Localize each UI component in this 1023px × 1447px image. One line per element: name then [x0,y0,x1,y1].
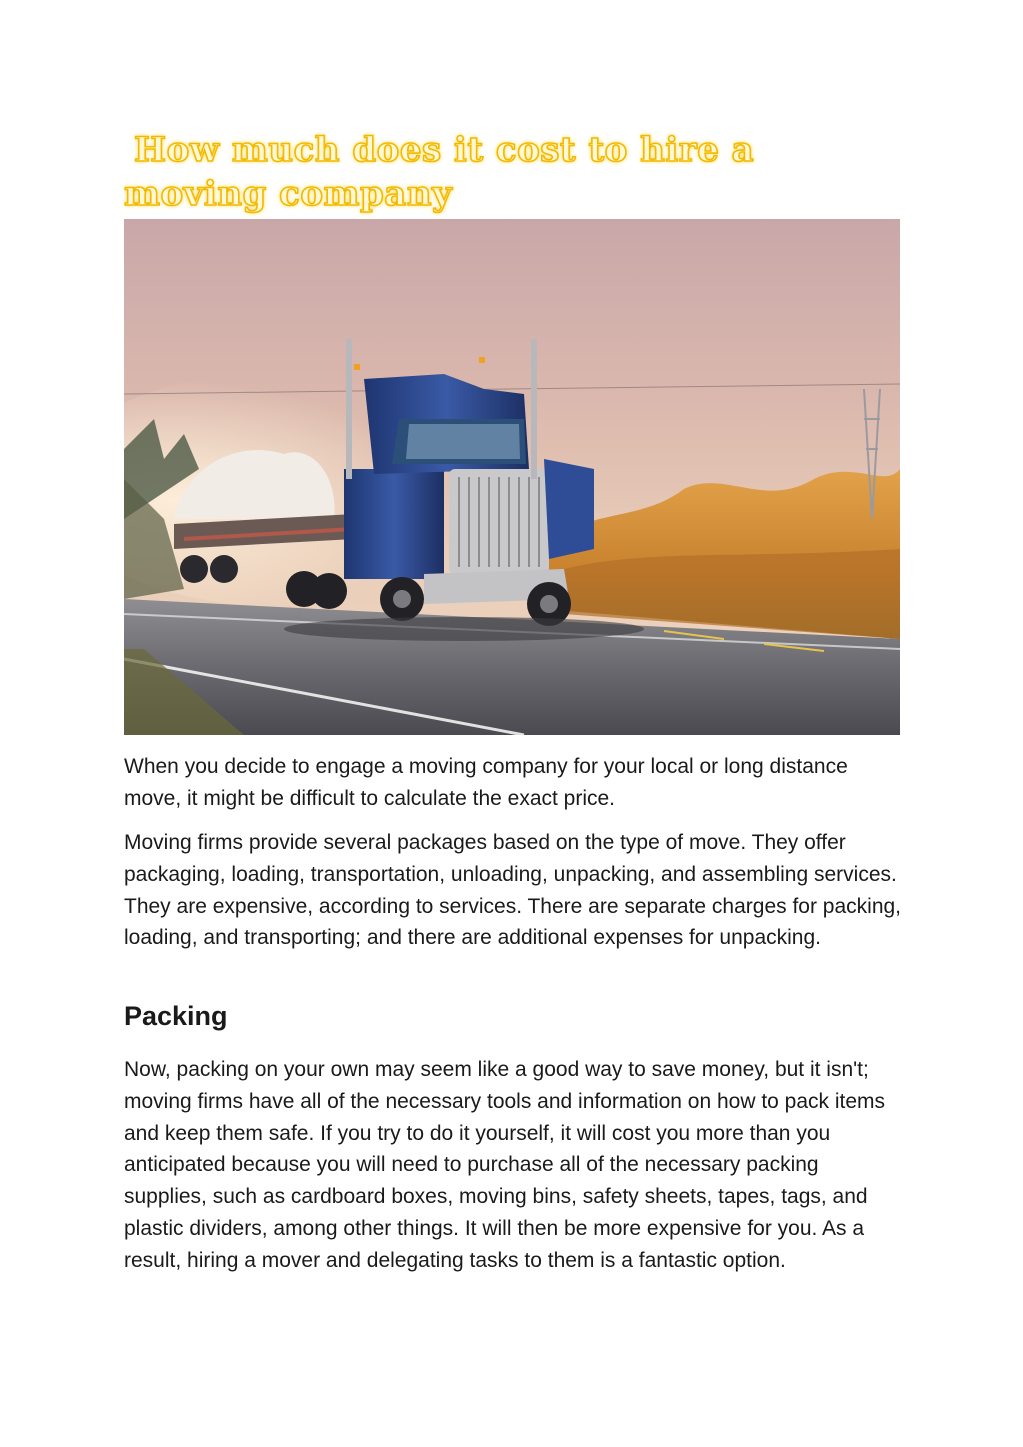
page-title-line-2: moving company [124,174,453,214]
truck-photo [124,219,900,735]
section-heading-packing: Packing [124,1001,228,1031]
page-title [124,128,764,216]
page-title-line-1: How much does it cost to hire a [134,130,755,170]
intro-paragraph: When you decide to engage a moving company for your local or long distance move, it might be difficult to calculate the exact price. [124,755,848,810]
packing-paragraph: Now, packing on your own may seem like a good way to save money, but it isn't; moving firms have all of the necessary tools and information on how to pack items and keep them safe. If you try to do it yourself, it will cost you more than you anticipated because you will need to purchase all of the necessary packing supplies, such as cardboard boxes, moving bins, safety sheets, tapes, tags, and plastic dividers, among other things. It will then be more expensive for you. As a result, hiring a mover and delegating tasks to them is a fantastic option. [124,1058,886,1272]
packages-paragraph: Moving firms provide several packages based on the type of move. They offer packaging, loading, transportation, unloading, unpacking, and assembling services. They are expensive, according to services. There are separate charges for packing, loading, and transporting; and there are additional expenses for unpacking. [124,831,902,950]
hero-image [124,219,900,735]
